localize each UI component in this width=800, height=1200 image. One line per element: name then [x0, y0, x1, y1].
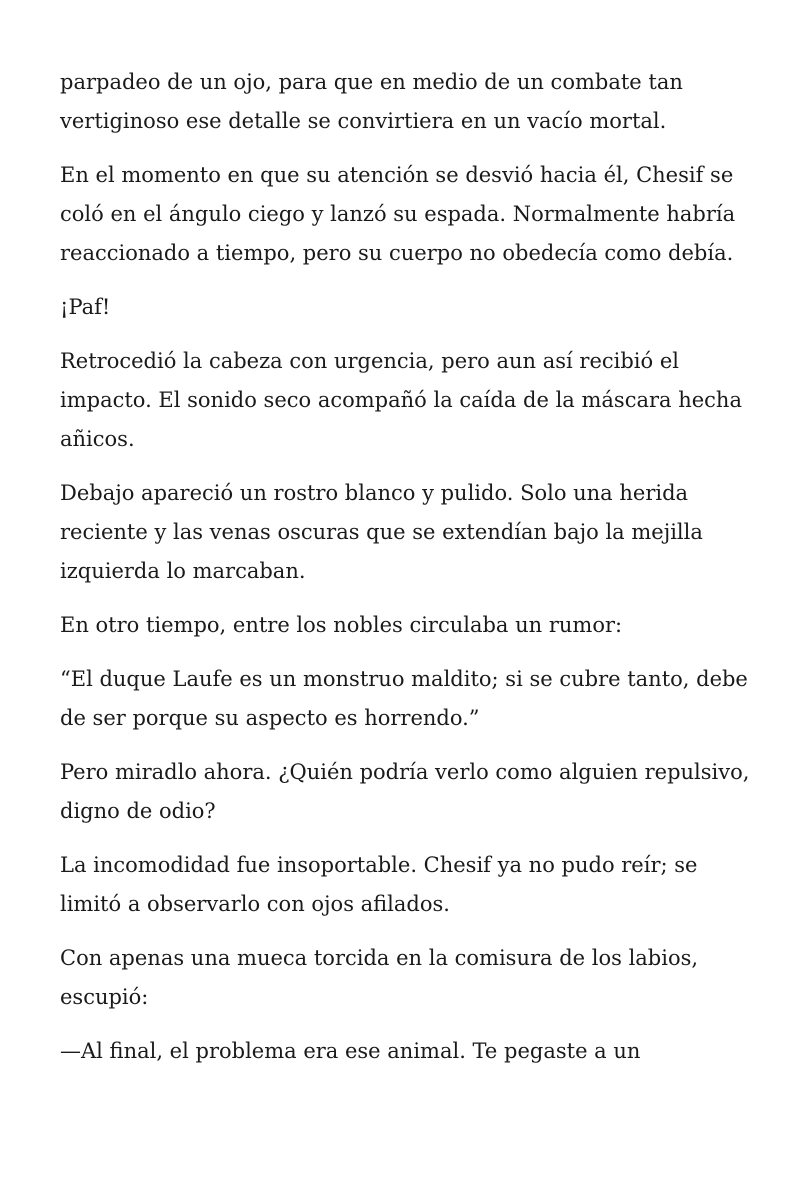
paragraph: En otro tiempo, entre los nobles circulaba un rumor:: [60, 613, 623, 637]
reading-page: [60, 63, 750, 1086]
paragraph: Retrocedió la cabeza con urgencia, pero aun así recibió el impacto. El sonido seco acompañó la caída de la máscara hecha añicos.: [60, 349, 742, 451]
paragraph: ¡Paf!: [60, 295, 111, 319]
paragraph: La incomodidad fue insoportable. Chesif ya no pudo reír; se limitó a observarlo con ojos afilados.: [60, 853, 698, 916]
paragraph: Debajo apareció un rostro blanco y pulido. Solo una herida reciente y las venas oscuras que se extendían bajo la mejilla izquierda lo marcaban.: [60, 481, 703, 583]
paragraph: parpadeo de un ojo, para que en medio de un combate tan vertiginoso ese detalle se convirtiera en un vacío mortal.: [60, 70, 683, 133]
paragraph: “El duque Laufe es un monstruo maldito; si se cubre tanto, debe de ser porque su aspecto es horrendo.”: [60, 667, 748, 730]
paragraph: Con apenas una mueca torcida en la comisura de los labios, escupió:: [60, 946, 699, 1009]
paragraph: En el momento en que su atención se desvió hacia él, Chesif se coló en el ángulo ciego y lanzó su espada. Normalmente habría reaccionado a tiempo, pero su cuerpo no obedecía como debía.: [60, 163, 736, 265]
paragraph: Pero miradlo ahora. ¿Quién podría verlo como alguien repulsivo, digno de odio?: [60, 760, 750, 823]
paragraph: —Al final, el problema era ese animal. Te pegaste a un: [60, 1039, 641, 1063]
